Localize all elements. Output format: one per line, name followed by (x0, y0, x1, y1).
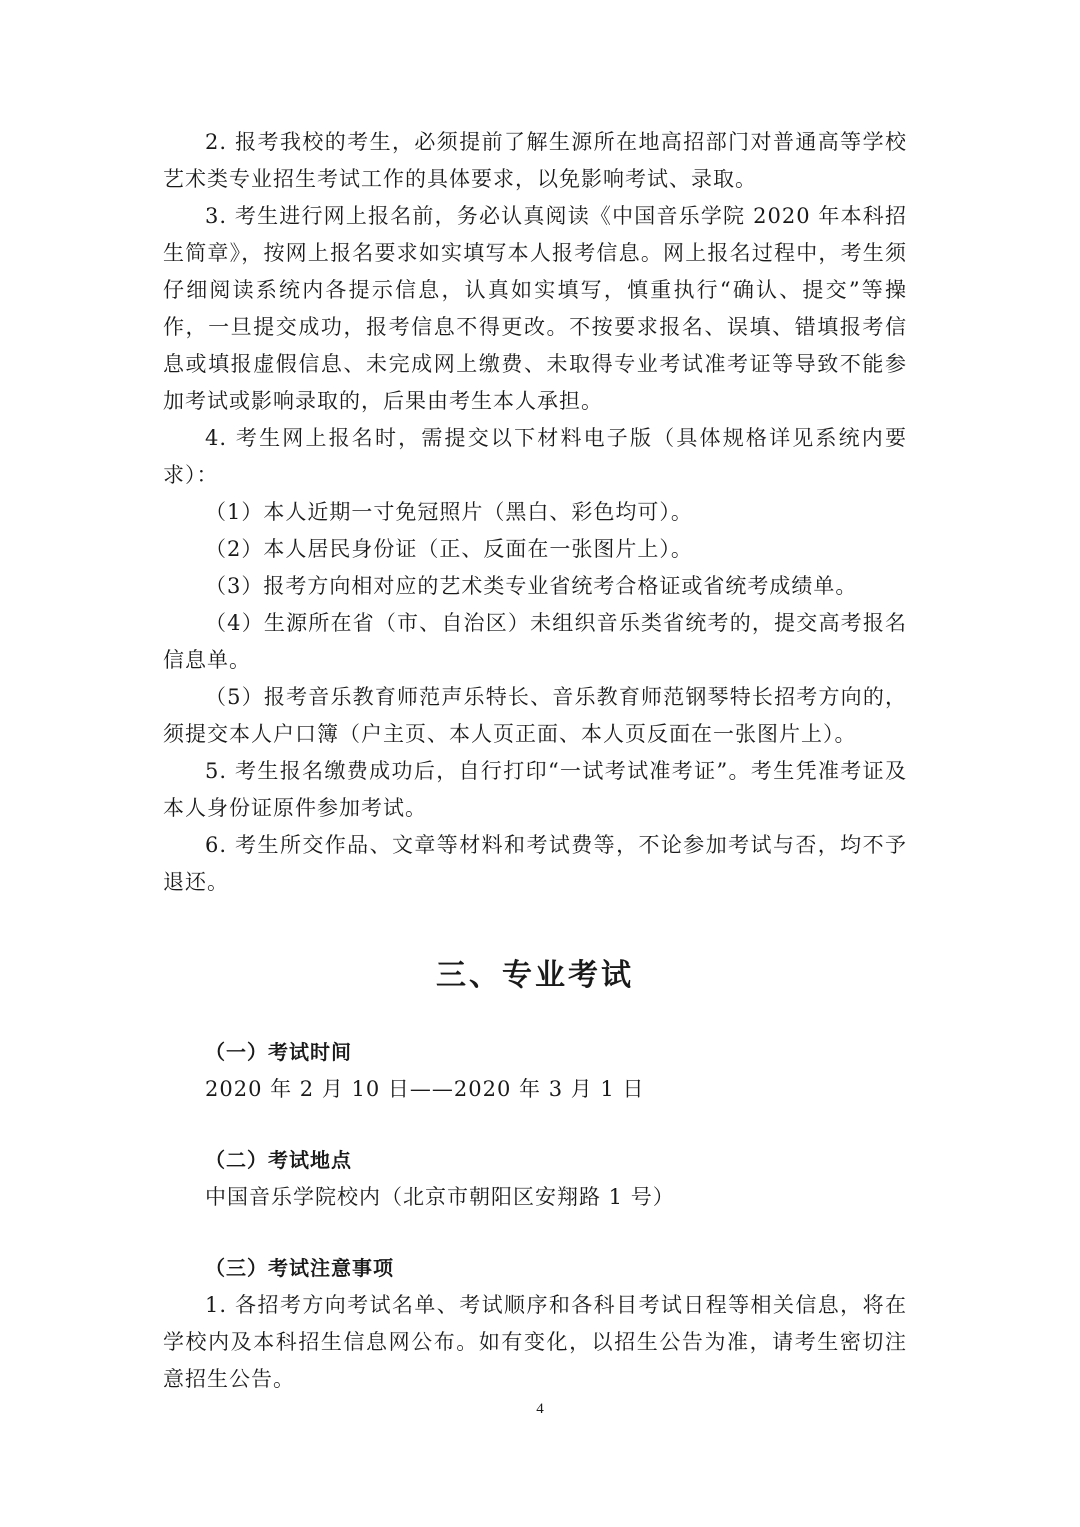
sub-item-2: （2）本人居民身份证（正、反面在一张图片上）。 (205, 537, 693, 561)
sub-item-3: （3）报考方向相对应的艺术类专业省统考合格证或省统考成绩单。 (205, 574, 858, 598)
exam-time-heading: （一）考试时间 (205, 1040, 352, 1064)
section-title: 三、专业考试 (436, 958, 634, 993)
paragraph-item-5: 5. 考生报名缴费成功后，自行打印“一试考试准考证”。考生凭准考证及本人身份证原件参加考试。 (163, 759, 907, 820)
sub-item-5: （5）报考音乐教育师范声乐特长、音乐教育师范钢琴特长招考方向的，须提交本人户口簿（户主页、本人页正面、本人页反面在一张图片上）。 (163, 685, 907, 746)
sub-item-1: （1）本人近期一寸免冠照片（黑白、彩色均可）。 (205, 500, 693, 524)
sub-item-4: （4）生源所在省（市、自治区）未组织音乐类省统考的，提交高考报名信息单。 (163, 611, 907, 672)
page-content (163, 124, 907, 1398)
exam-time-text: 2020 年 2 月 10 日——2020 年 3 月 1 日 (205, 1077, 645, 1101)
paragraph-item-3: 3. 考生进行网上报名前，务必认真阅读《中国音乐学院 2020 年本科招生简章》，按网上报名要求如实填写本人报考信息。网上报名过程中，考生须仔细阅读系统内各提示信息，认真如实填写，慎重执行“确认、提交”等操作，一旦提交成功，报考信息不得更改。不按要求报名、误填、错填报考信息或填报虚假信息、未完成网上缴费、未取得专业考试准考证等导致不能参加考试或影响录取的，后果由考生本人承担。 (163, 204, 907, 413)
exam-location-text: 中国音乐学院校内（北京市朝阳区安翔路 1 号） (205, 1185, 675, 1209)
exam-notes-item-1: 1. 各招考方向考试名单、考试顺序和各科目考试日程等相关信息，将在学校内及本科招生信息网公布。如有变化，以招生公告为准，请考生密切注意招生公告。 (163, 1293, 907, 1391)
paragraph-item-6: 6. 考生所交作品、文章等材料和考试费等，不论参加考试与否，均不予退还。 (163, 833, 907, 894)
exam-location-heading: （二）考试地点 (205, 1148, 352, 1172)
paragraph-item-4: 4. 考生网上报名时，需提交以下材料电子版（具体规格详见系统内要求）： (163, 426, 907, 487)
exam-notes-heading: （三）考试注意事项 (205, 1256, 394, 1280)
spacer (163, 1216, 907, 1250)
spacer (163, 996, 907, 1034)
page-number: 4 (536, 1401, 544, 1417)
paragraph-item-2: 2. 报考我校的考生，必须提前了解生源所在地高招部门对普通高等学校艺术类专业招生考试工作的具体要求，以免影响考试、录取。 (163, 130, 907, 191)
spacer (163, 1108, 907, 1142)
